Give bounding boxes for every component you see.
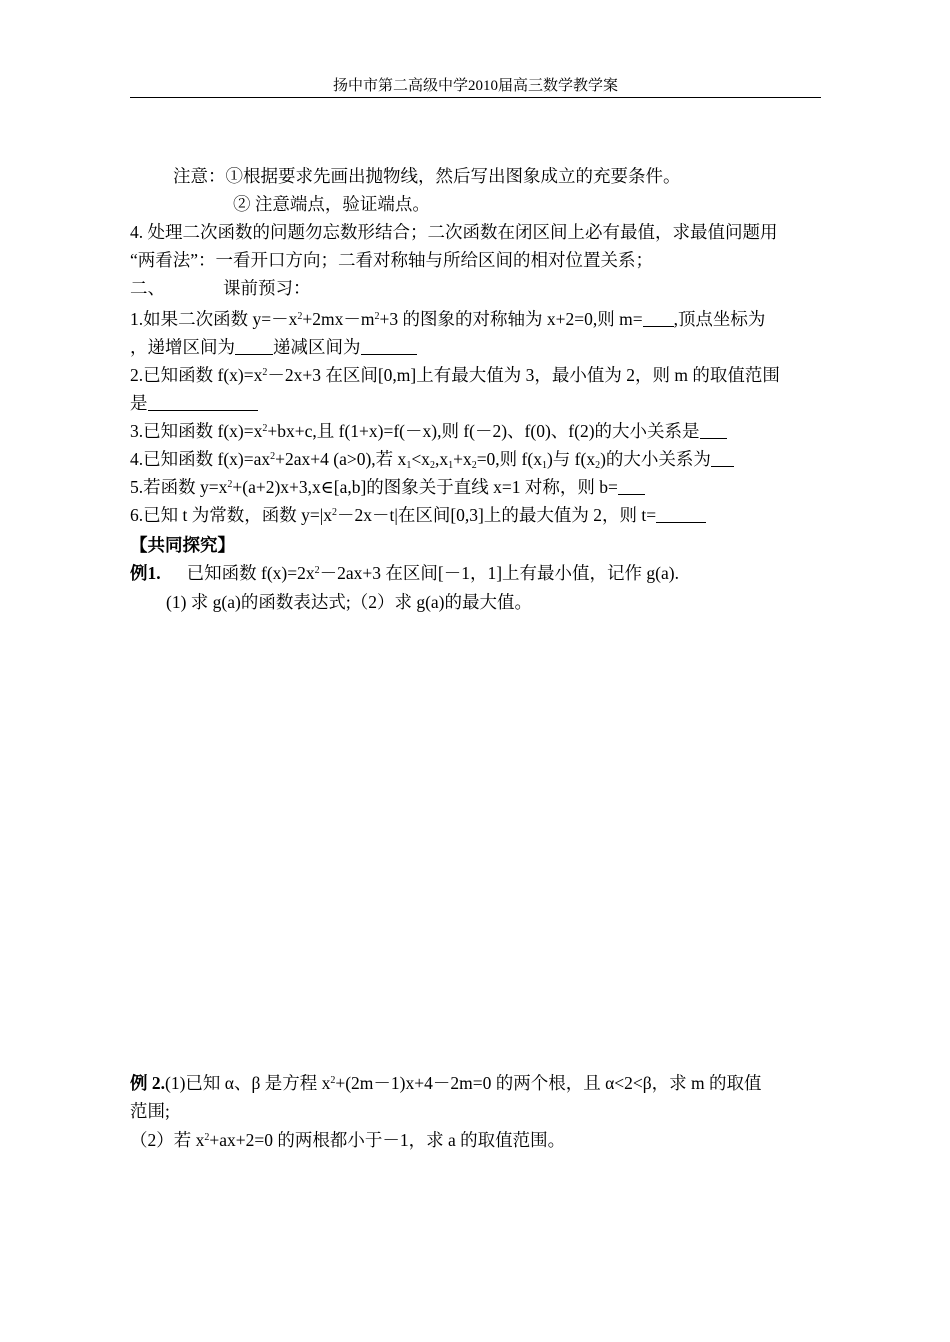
explore-heading: 【共同探究】 (130, 535, 235, 555)
section-title: 课前预习： (223, 278, 311, 298)
answer-blank-b[interactable] (618, 478, 645, 495)
answer-blank-compare[interactable] (711, 450, 734, 467)
example-1: 例1. 已知函数 $f(x)=2x^2-2ax+3$ 在区间[－1，1]上有最小值，记作 g(a). (130, 563, 679, 583)
answer-blank-decreasing[interactable] (361, 338, 417, 355)
answer-blank-increasing[interactable] (235, 338, 273, 355)
example-1-label: 例1. (130, 563, 161, 583)
item4-line-1: 4. 处理二次函数的问题勿忘数形结合；二次函数在闭区间上必有最值，求最值问题用 (130, 222, 778, 242)
example-1-subquestions: (1) 求 g(a)的函数表达式;（2）求 g(a)的最大值。 (166, 592, 532, 612)
preview-question-2-cont: 是 (130, 391, 258, 415)
answer-blank-m[interactable] (643, 310, 674, 327)
preview-question-1: 1.如果二次函数 $y=-x^2+2mx-m^2+3$ 的图象的对称轴为 x+2=0,则 m= ,顶点坐标为 (130, 309, 766, 329)
note-line-2: ② 注意端点，验证端点。 (233, 194, 430, 214)
preview-question-1-cont: ，递增区间为 递减区间为 (130, 335, 417, 359)
section-two-heading (130, 276, 311, 300)
example-2: 例 2.(1)已知 α、β 是方程 $x^2+(2m-1)x+4-2m=0$ 的两个根，且 α<2<β，求 m 的取值 (130, 1073, 762, 1093)
example-2-part-2: （2）若 $x^2+ax+2=0$ 的两根都小于－1，求 a 的取值范围。 (130, 1130, 566, 1150)
preview-question-5: 5.若函数 $y=x^2+(a+2)x+3,x\in[a,b]$的图象关于直线 x=1 对称，则 b= (130, 475, 645, 499)
section-number: 二、 (130, 278, 165, 298)
answer-blank-t[interactable] (656, 506, 706, 523)
item4-line-2: “两看法”：一看开口方向；二看对称轴与所给区间的相对位置关系； (130, 250, 654, 270)
header-rule (130, 97, 821, 98)
answer-blank-range[interactable] (148, 394, 258, 411)
preview-question-2: 2.已知函数 $f(x)=x^2-2x+3$ 在区间[0,m]上有最大值为 3，最小值为 2，则 m 的取值范围 (130, 365, 780, 385)
preview-question-6: 6.已知 t 为常数，函数 $y=|x^2-2x-t|$在区间[0,3]上的最大值为 2，则 t= (130, 503, 706, 527)
preview-question-3: 3.已知函数 $f(x)=x^2+bx+c$,且 f(1+x)=f(－x),则 f(－2)、f(0)、f(2)的大小关系是 (130, 419, 727, 443)
answer-blank-order[interactable] (700, 422, 727, 439)
page-header: 扬中市第二高级中学2010届高三数学教学案 (332, 78, 618, 94)
preview-question-4: 4.已知函数 $f(x)=ax^2+2ax+4$ (a>0),若 $x_1<x_2,x_1+x_2=0$,则 $f(x_1)$与 $f(x_2)$的大小关系为 (130, 447, 734, 471)
note-line-1: 注意：①根据要求先画出抛物线，然后写出图象成立的充要条件。 (173, 166, 681, 186)
example-2-label: 例 2. (130, 1073, 165, 1093)
example-2-cont: 范围; (130, 1101, 170, 1121)
